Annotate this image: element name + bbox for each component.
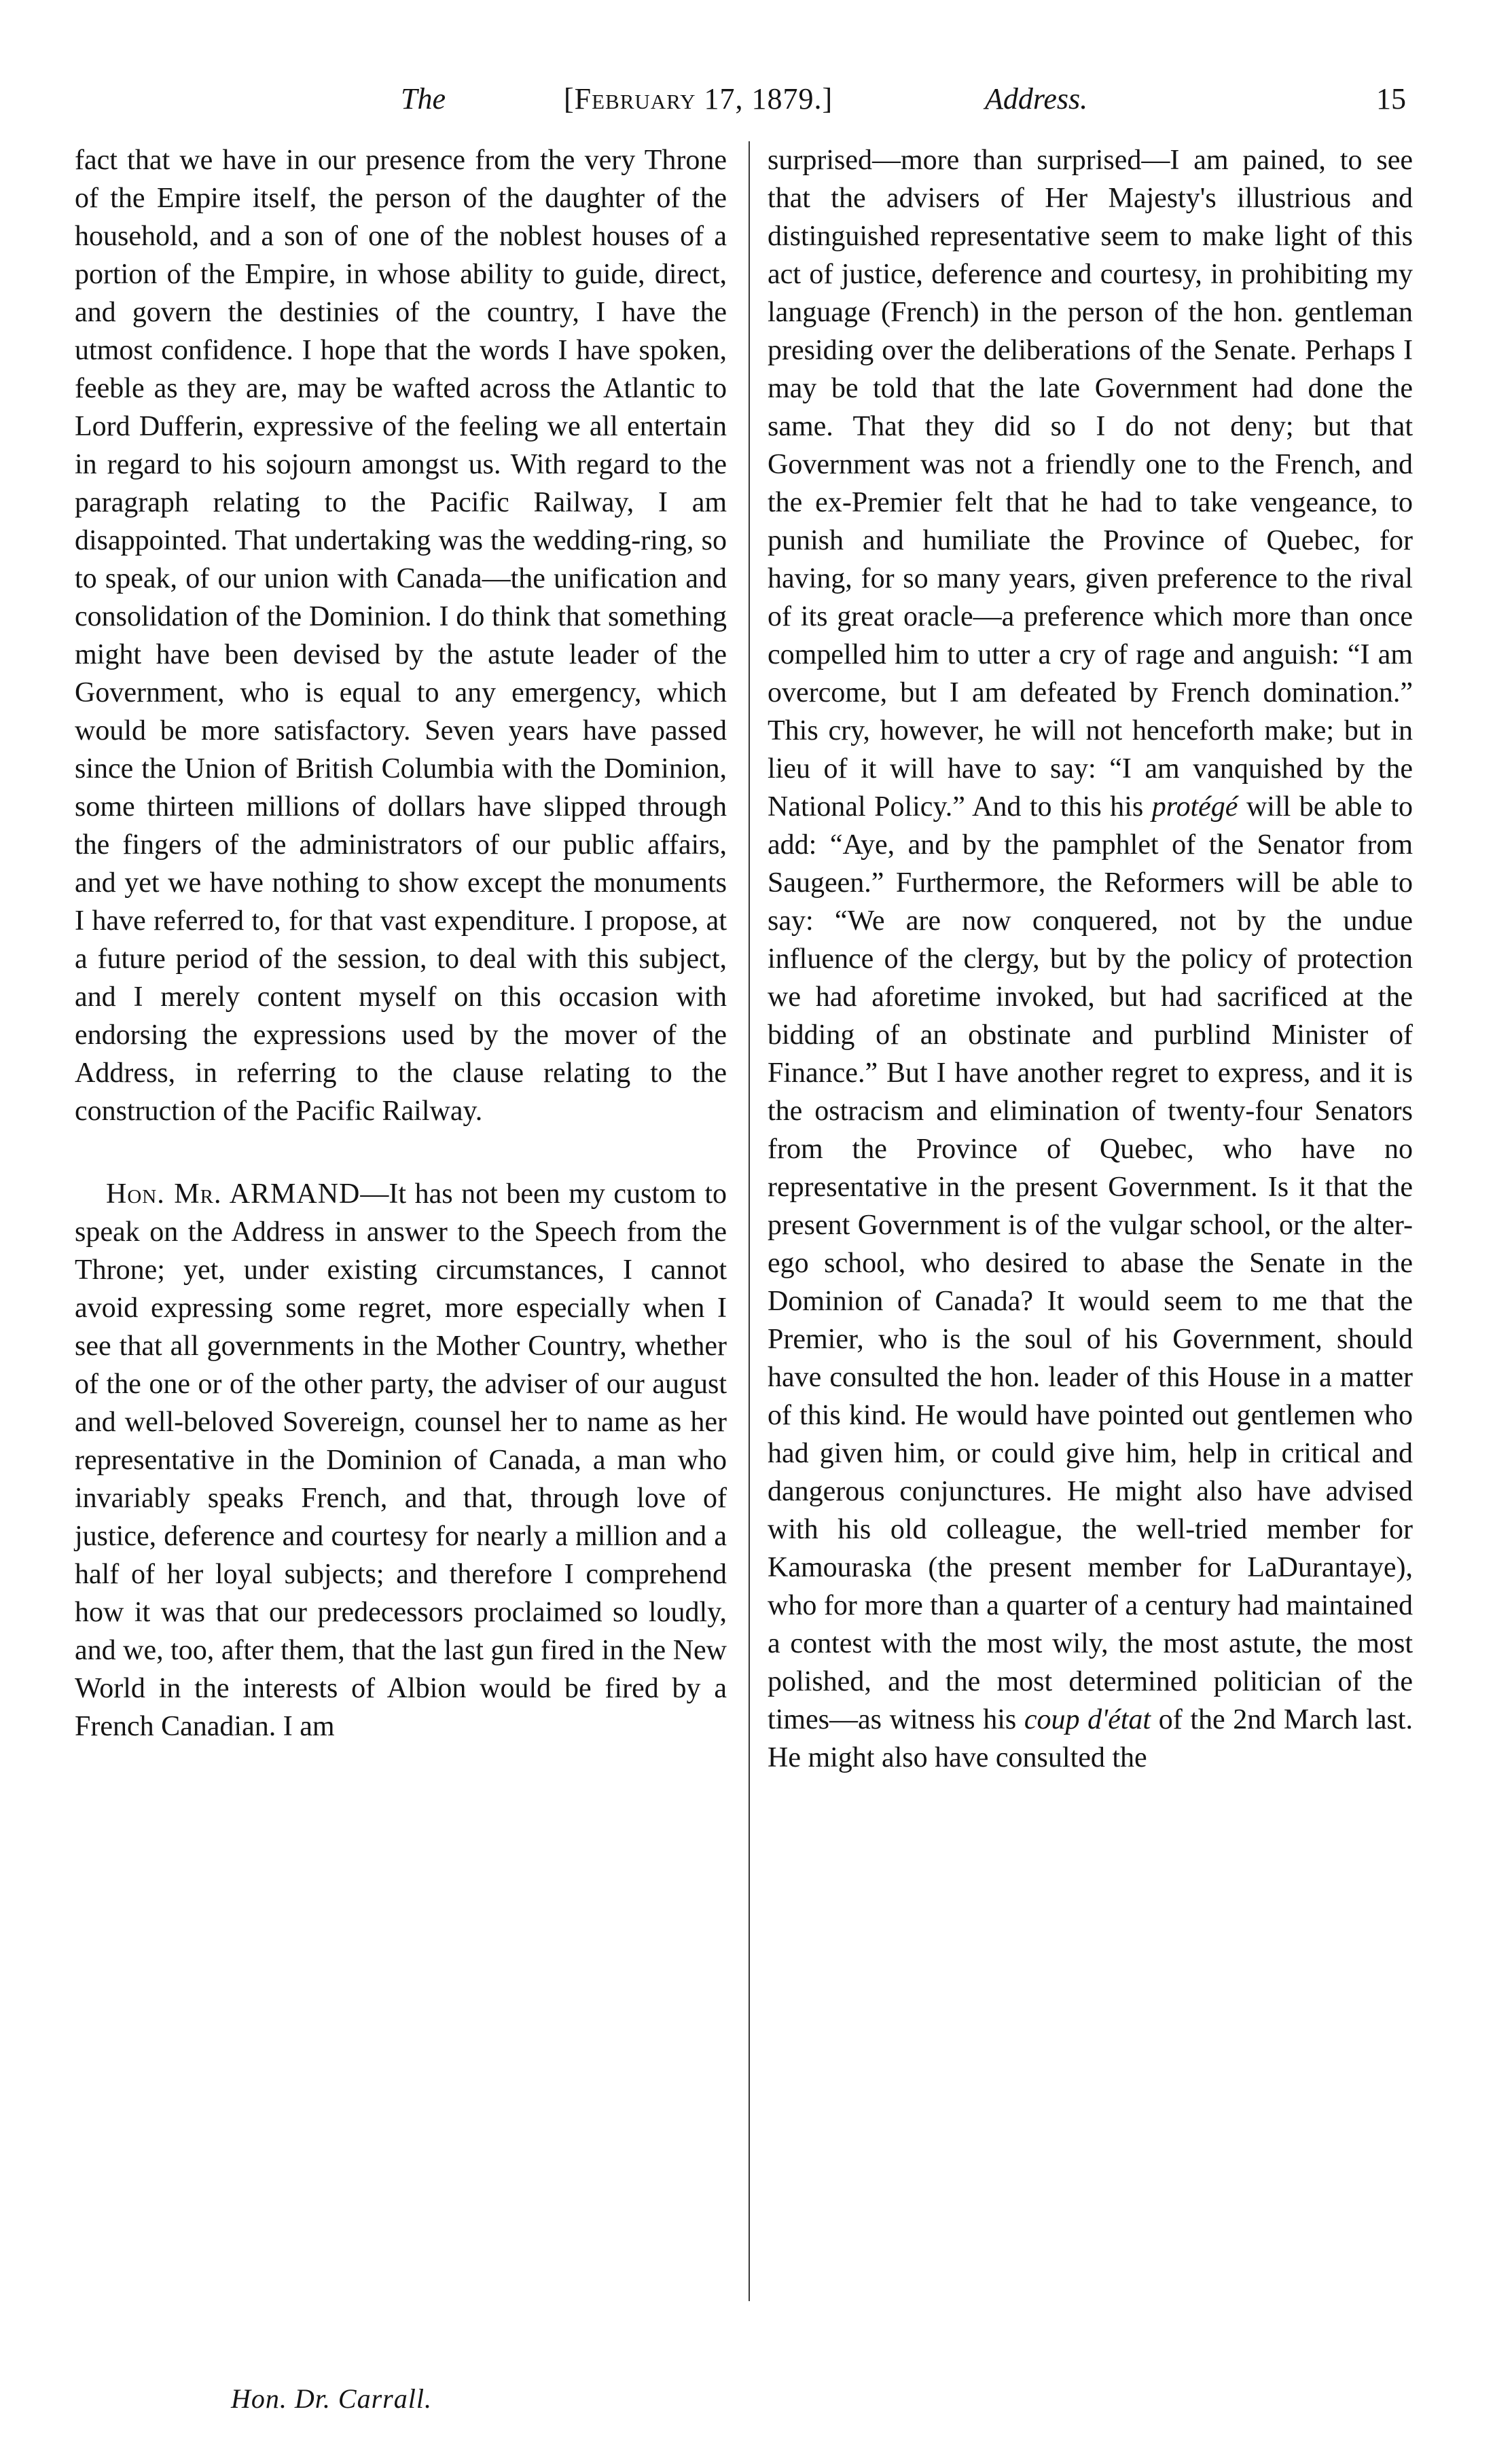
right-text-part-1: surprised—more than surprised—I am pained, to see that the advisers of Her Majesty's illustrious and distinguished representative seem to make light of this act of justice, deference and courtesy, in prohibiting my language (French) in the person of the hon. gentleman presiding over the deliberations of the Senate. Perhaps I may be told that the late Government had done the same. That they did so I do not deny; but that Government was not a friendly one to the French, and the ex-Premier felt that he had to take vengeance, to punish and humiliate the Province of Quebec, for having, for so many years, given preference to the rival of its great oracle—a preference which more than once compelled him to utter a cry of rage and anguish: “I am overcome, but I am defeated by French domination.” This cry, however, he will not henceforth make; but in lieu of it will have to say: “I am vanquished by the National Policy.” And to this his xyxy=(768,145,1413,823)
column-divider xyxy=(749,141,750,2301)
header-word-the: The xyxy=(401,82,446,115)
right-column xyxy=(768,141,1413,1777)
armand-speech-text: —It has not been my custom to speak on the Address in answer to the Speech from the Throne; yet, under existing circumstances, I cannot avoid expressing some regret, more especially when I see that all governments in the Mother Country, whether of the one or of the other party, the adviser of our august and well-beloved Sovereign, counsel her to name as her representative in the Dominion of Canada, a man who invariably speaks French, and that, through love of justice, deference and courtesy for nearly a million and a half of her loyal subjects; and therefore I comprehend how it was that our predecessors proclaimed so loudly, and we, too, after them, that the last gun fired in the New World in the interests of Albion would be fired by a French Canadian. I am xyxy=(75,1178,727,1742)
italic-protege: protégé xyxy=(1151,791,1238,823)
armand-speech xyxy=(75,1175,727,1746)
right-text-part-3: of the 2nd March last. He might also have consulted the xyxy=(768,1704,1413,1773)
document-page xyxy=(75,61,1420,2425)
catchword-footer: Hon. Dr. Carrall. xyxy=(231,2383,432,2414)
italic-coup-detat: coup d'état xyxy=(1024,1704,1151,1735)
page-header xyxy=(75,61,1420,136)
right-text-part-2: will be able to add: “Aye, and by the pamphlet of the Senator from Saugeen.” Furthermore, the Reformers will be able to say: “We are now conquered, not by the undue influence of the clergy, but by the policy of protection we had aforetime invoked, but had sacrificed at the bidding of an obstinate and purblind Minister of Finance.” But I have another regret to express, and it is the ostracism and elimination of twenty-four Senators from the Province of Quebec, who have no representative in the present Government. Is it that the present Government is of the vulgar school, or the alter-ego school, who desired to abase the Senate in the Dominion of Canada? It would seem to me that the Premier, who is the soul of his Government, should have consulted the hon. leader of this House in a matter of this kind. He would have pointed out gentlemen who had given him, or could give him, help in critical and dangerous conjunctures. He might also have advised with his old colleague, the well-tried member for Kamouraska (the present member for LaDurantaye), who for more than a quarter of a century had maintained a contest with the most wily, the most astute, the most polished, and the most determined politician of the times—as witness his xyxy=(768,791,1414,1735)
header-section: Address. xyxy=(985,82,1088,115)
header-date: [February 17, 1879.] xyxy=(564,82,833,115)
left-paragraph-continued: fact that we have in our presence from the very Throne of the Empire itself, the person of the daughter of the household, and a son of one of the noblest houses of a portion of the Empire, in whose ability to guide, direct, and govern the destinies of the country, I have the utmost confidence. I hope that the words I have spoken, feeble as they are, may be wafted across the Atlantic to Lord Dufferin, expressive of the feeling we all entertain in regard to his sojourn amongst us. With regard to the paragraph relating to the Pacific Railway, I am disappointed. That undertaking was the wedding-ring, so to speak, of our union with Canada—the unification and consolidation of the Dominion. I do think that something might have been devised by the astute leader of the Government, who is equal to any emergency, which would be more satisfactory. Seven years have passed since the Union of British Columbia with the Dominion, some thirteen millions of dollars have slipped through the fingers of the administrators of our public affairs, and yet we have nothing to show except the monuments I have referred to, for that vast expenditure. I propose, at a future period of the session, to deal with this subject, and I merely content myself on this occasion with endorsing the expressions used by the mover of the Address, in referring to the clause relating to the construction of the Pacific Railway. xyxy=(75,145,727,1127)
right-paragraph xyxy=(768,141,1413,1777)
page-number: 15 xyxy=(1376,82,1406,115)
speaker-name: Hon. Mr. ARMAND xyxy=(106,1178,361,1210)
left-column xyxy=(75,141,727,1746)
